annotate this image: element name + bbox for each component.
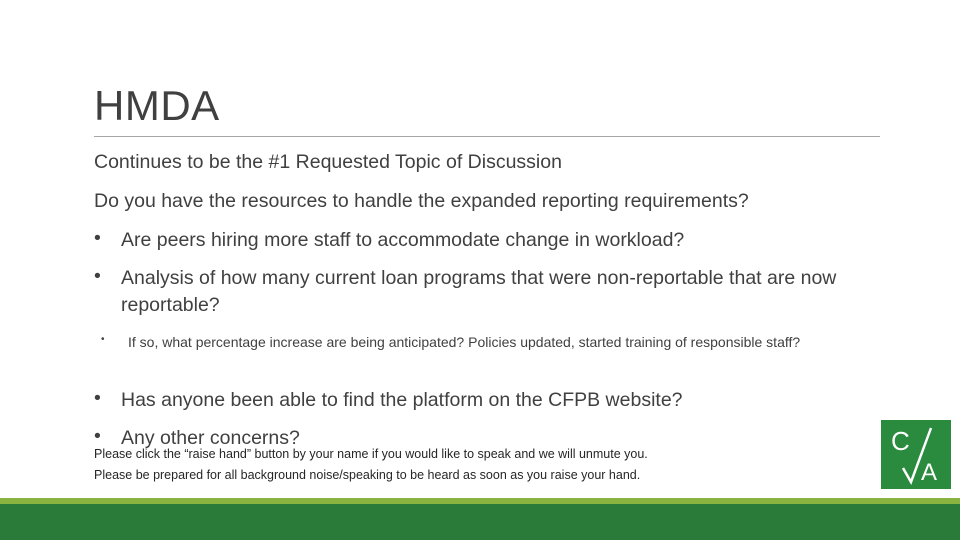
slide-title: HMDA bbox=[94, 82, 220, 129]
bullet-text: Any other concerns? bbox=[121, 427, 300, 449]
logo-mark-icon bbox=[881, 420, 951, 489]
footer-bar bbox=[0, 504, 960, 540]
company-logo bbox=[881, 420, 951, 489]
sub-bullet-text: If so, what percentage increase are being anticipated? Policies updated, started training of responsible staff? bbox=[128, 334, 801, 350]
bullet-text: Are peers hiring more staff to accommodate change in workload? bbox=[121, 229, 685, 251]
logo-letter-c: C bbox=[891, 426, 910, 456]
raise-hand-note: Please click the “raise hand” button by your name if you would like to speak and we will unmute you. Please be prepared for all background noise/speaking to be heard as soon as you raise your hand. bbox=[94, 447, 648, 482]
bullet-text: Analysis of how many current loan programs that were non-reportable that are now reportable? bbox=[121, 267, 837, 316]
bullet-dot: • bbox=[94, 387, 101, 409]
sub-bullet-dot: • bbox=[101, 334, 105, 345]
bullet-dot: • bbox=[94, 265, 101, 287]
bullet-text: Has anyone been able to find the platform on the CFPB website? bbox=[121, 389, 683, 411]
line-question: Do you have the resources to handle the expanded reporting requirements? bbox=[94, 190, 749, 212]
bullet-dot: • bbox=[94, 227, 101, 249]
logo-letter-a: A bbox=[921, 459, 938, 486]
line-topic: Continues to be the #1 Requested Topic of Discussion bbox=[94, 151, 562, 173]
bullet-dot: • bbox=[94, 425, 101, 447]
title-divider bbox=[94, 136, 880, 137]
